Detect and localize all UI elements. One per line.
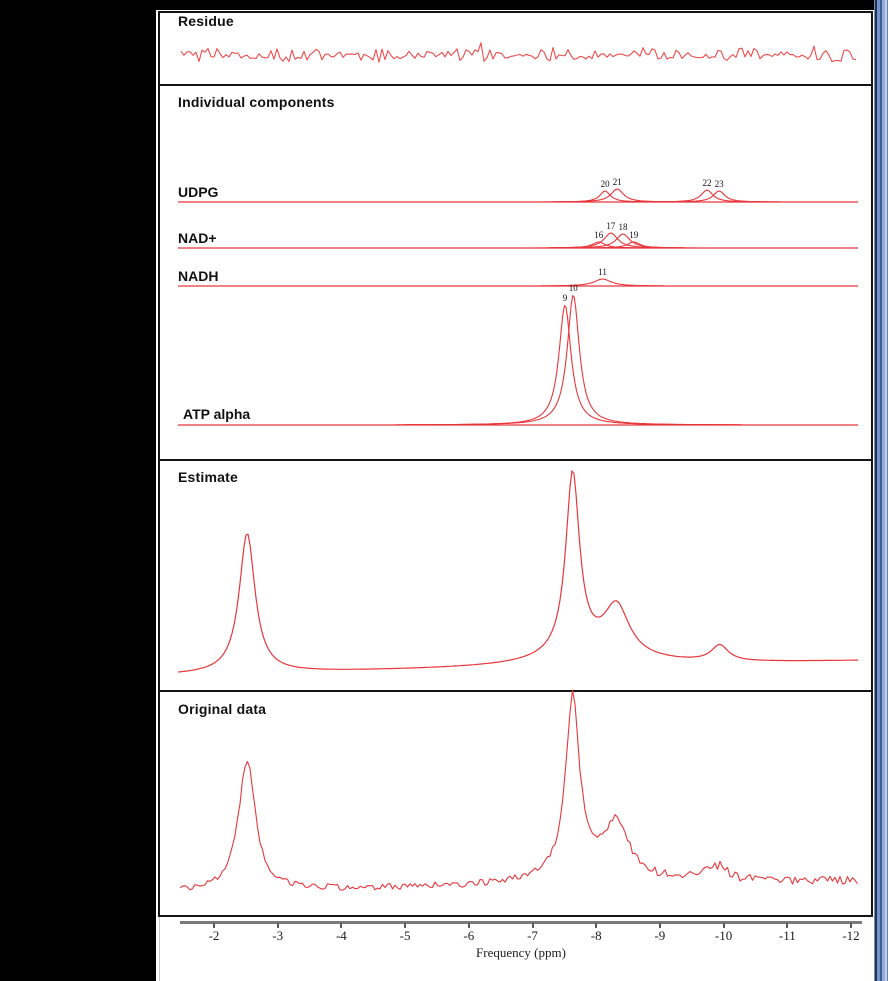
peak-number-label: 22 (702, 178, 712, 188)
peak-number-label: 17 (606, 221, 616, 231)
residue-trace (181, 43, 856, 62)
panel-title-estimate: Estimate (178, 469, 238, 485)
peak-number-label: 10 (568, 283, 578, 293)
x-axis-tick-label: -9 (654, 928, 666, 943)
x-axis-tick-label: -8 (590, 928, 602, 943)
panel-title-components: Individual components (178, 94, 335, 110)
peak-number-label: 19 (629, 230, 639, 240)
component-peak-curve (657, 191, 780, 202)
x-axis-tick-label: -4 (335, 928, 347, 943)
estimate-trace (178, 471, 858, 672)
panel-title-residue: Residue (178, 13, 234, 29)
x-axis-tick-label: -3 (272, 928, 284, 943)
component-label-atp-alpha: ATP alpha (183, 406, 251, 422)
component-label-nadh: NADH (178, 268, 219, 284)
peak-number-label: 23 (714, 179, 724, 189)
component-peak-curve (541, 279, 664, 286)
component-label-udpg: UDPG (178, 184, 219, 200)
x-axis-tick-label: -12 (842, 928, 860, 943)
peak-number-label: 9 (562, 293, 568, 303)
x-axis-tick-label: -7 (527, 928, 538, 943)
component-label-nad-: NAD+ (178, 230, 217, 246)
peak-number-label: 16 (594, 230, 604, 240)
peak-number-label: 21 (612, 177, 622, 187)
x-axis-bar (180, 921, 862, 924)
x-axis-title: Frequency (ppm) (476, 945, 566, 960)
peak-number-label: 20 (600, 179, 610, 189)
x-axis-tick-label: -11 (778, 928, 796, 943)
component-peak-curve (645, 190, 768, 202)
panel-title-original: Original data (178, 701, 267, 717)
component-peak-curve (543, 191, 666, 202)
x-axis-tick-label: -6 (463, 928, 475, 943)
original-trace (180, 690, 858, 890)
x-axis-tick-label: -2 (208, 928, 220, 943)
x-axis-tick-label: -10 (714, 928, 733, 943)
window-right-border (874, 0, 888, 981)
component-peak-curve (403, 296, 742, 425)
x-axis-tick-label: -5 (399, 928, 411, 943)
component-peak-curve (395, 306, 734, 425)
peak-number-label: 18 (618, 222, 628, 232)
component-peak-curve (549, 233, 672, 248)
peak-number-label: 11 (598, 267, 607, 277)
